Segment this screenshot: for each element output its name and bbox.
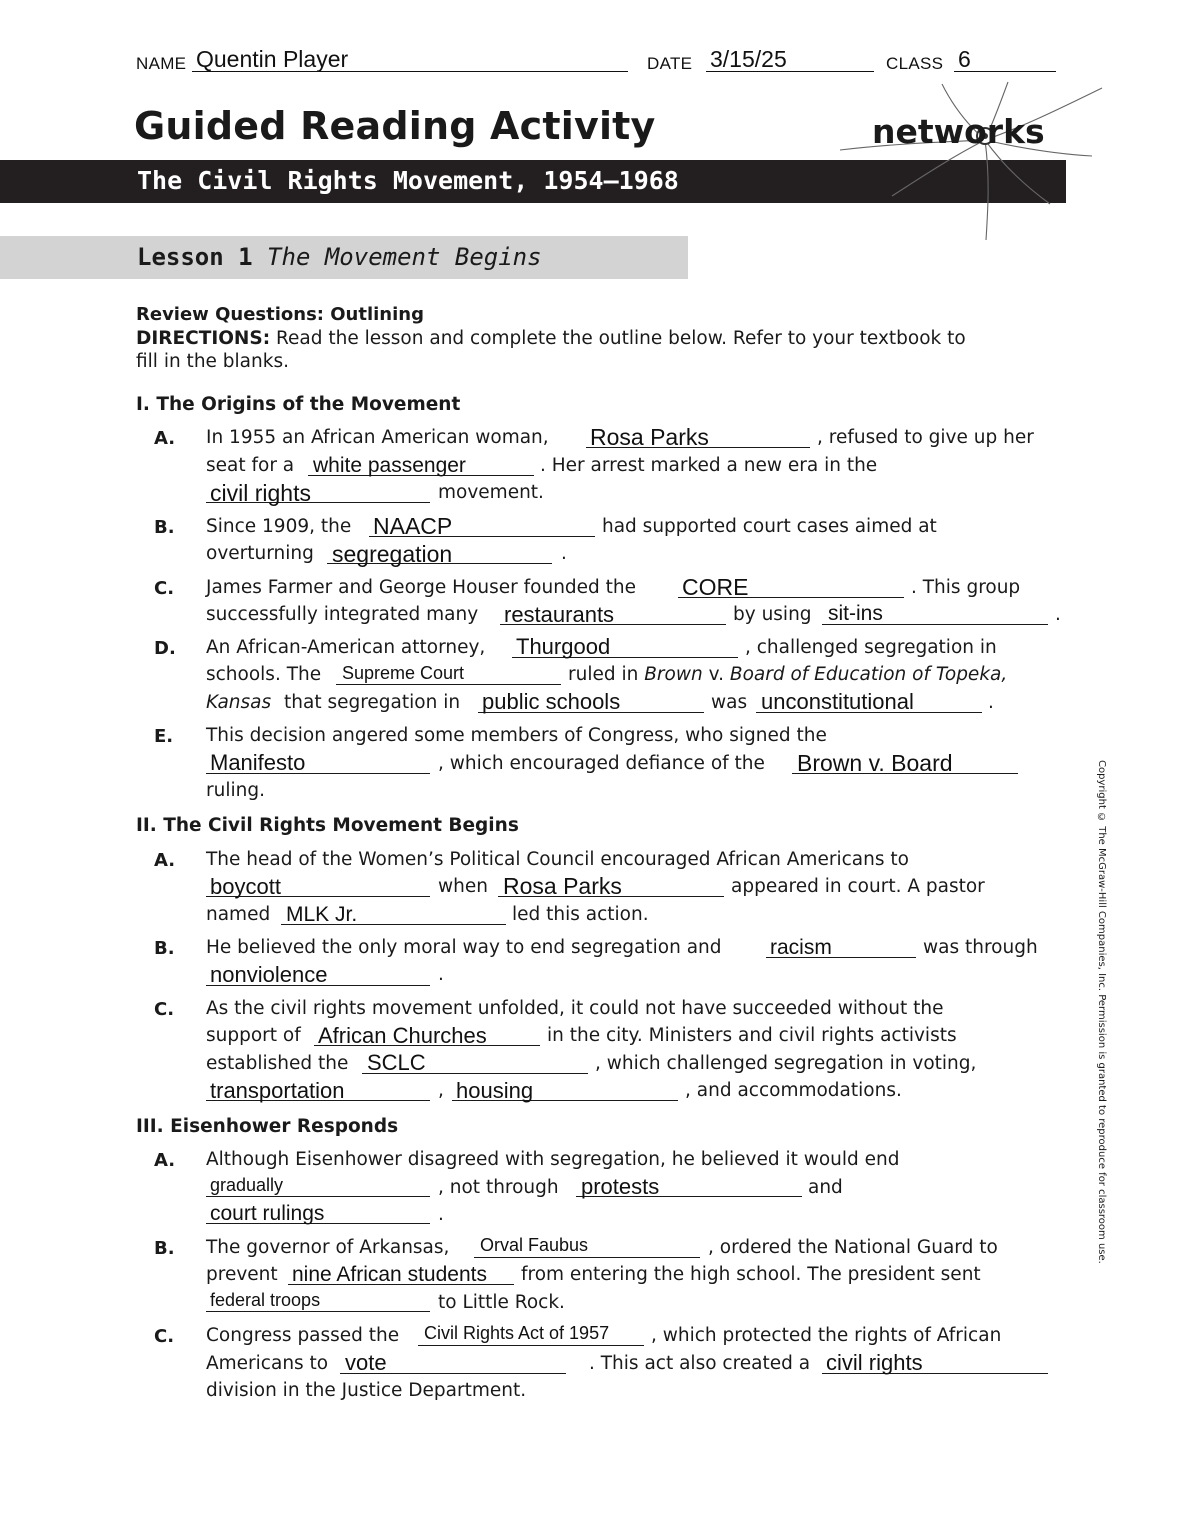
item-text: in the city. Ministers and civil rights activists <box>547 1025 957 1046</box>
answer-restaurants[interactable]: restaurants <box>504 602 615 627</box>
answer-orval-faubus[interactable]: Orval Faubus <box>480 1235 589 1255</box>
answer-sit-ins[interactable]: sit-ins <box>828 602 883 625</box>
item-text: , challenged segregation in <box>745 637 997 658</box>
item-text: . <box>438 1204 444 1225</box>
directions-text-1: Read the lesson and complete the outline below. Refer to your textbook to <box>276 328 966 349</box>
item-text: . This act also created a <box>589 1353 811 1374</box>
answer-boycott[interactable]: boycott <box>210 874 281 899</box>
item-text: . <box>561 543 567 564</box>
item-text: James Farmer and George Houser founded the <box>206 577 637 598</box>
item-text: Congress passed the <box>206 1325 400 1346</box>
answer-supreme-court[interactable]: Supreme Court <box>342 663 465 683</box>
chapter-title: The Civil Rights Movement, 1954–1968 <box>137 166 679 195</box>
answer-rosa-parks-2[interactable]: Rosa Parks <box>503 873 622 899</box>
answer-line <box>206 1311 430 1312</box>
item-text: from entering the high school. The president sent <box>521 1264 981 1285</box>
section-heading-3: III. Eisenhower Responds <box>136 1116 399 1137</box>
item-text: named <box>206 904 271 925</box>
answer-mlk-jr[interactable]: MLK Jr. <box>286 903 358 926</box>
item-text: by using <box>733 604 812 625</box>
item-text: led this action. <box>512 904 649 925</box>
item-text: The governor of Arkansas, <box>206 1237 450 1258</box>
item-text: established the <box>206 1053 349 1074</box>
item-text: when <box>438 876 488 897</box>
answer-protests[interactable]: protests <box>581 1174 660 1199</box>
item-text: , and accommodations. <box>685 1080 902 1101</box>
item-text: ruling. <box>206 780 265 801</box>
item-text: Although Eisenhower disagreed with segregation, he believed it would end <box>206 1149 900 1170</box>
item-text: appeared in court. A pastor <box>731 876 985 897</box>
item-text: He believed the only moral way to end segregation and <box>206 937 722 958</box>
item-text: and <box>808 1177 843 1198</box>
item-letter: E. <box>154 726 174 747</box>
item-text: . <box>438 964 444 985</box>
answer-civil-rights-division[interactable]: civil rights <box>826 1350 923 1375</box>
item-text: seat for a <box>206 455 295 476</box>
answer-line <box>418 1345 644 1346</box>
item-letter: C. <box>154 1326 175 1347</box>
answer-nonviolence[interactable]: nonviolence <box>210 962 328 987</box>
item-text: successfully integrated many <box>206 604 479 625</box>
item-text: , <box>438 1080 444 1101</box>
item-text: , which challenged segregation in voting, <box>595 1053 977 1074</box>
class-field[interactable]: 6 <box>954 46 1056 72</box>
text-v: v. <box>702 664 730 685</box>
item-text: Since 1909, the <box>206 516 352 537</box>
answer-racism[interactable]: racism <box>770 936 832 959</box>
item-text: As the civil rights movement unfolded, it could not have succeeded without the <box>206 998 944 1019</box>
review-heading: Review Questions: Outlining <box>136 304 424 325</box>
answer-gradually[interactable]: gradually <box>210 1175 284 1195</box>
item-text: to Little Rock. <box>438 1292 565 1313</box>
item-letter: B. <box>154 517 175 538</box>
item-text: division in the Justice Department. <box>206 1380 527 1401</box>
item-text: , ordered the National Guard to <box>708 1237 998 1258</box>
answer-core[interactable]: CORE <box>682 574 749 600</box>
page-title: Guided Reading Activity <box>134 104 656 148</box>
item-letter: D. <box>154 638 176 659</box>
answer-line <box>206 1196 430 1197</box>
item-text: , not through <box>438 1177 559 1198</box>
answer-court-rulings[interactable]: court rulings <box>210 1202 325 1225</box>
answer-line <box>336 684 561 685</box>
lesson-name: The Movement Begins <box>267 243 542 271</box>
answer-civil-rights-act[interactable]: Civil Rights Act of 1957 <box>424 1323 610 1343</box>
item-text: support of <box>206 1025 301 1046</box>
answer-sclc[interactable]: SCLC <box>367 1050 426 1075</box>
answer-segregation[interactable]: segregation <box>332 541 453 567</box>
answer-public-schools[interactable]: public schools <box>482 689 621 714</box>
answer-african-churches[interactable]: African Churches <box>318 1023 487 1048</box>
directions-line-2: fill in the blanks. <box>136 351 289 372</box>
answer-naacp[interactable]: NAACP <box>373 513 453 539</box>
item-text: , which encouraged defiance of the <box>438 753 765 774</box>
item-text: In 1955 an African American woman, <box>206 427 549 448</box>
answer-rosa-parks[interactable]: Rosa Parks <box>590 424 709 450</box>
section-heading-1: I. The Origins of the Movement <box>136 394 461 415</box>
answer-federal-troops[interactable]: federal troops <box>210 1290 321 1310</box>
item-text: . Her arrest marked a new era in the <box>540 455 878 476</box>
item-text: was <box>711 692 748 713</box>
networks-logo: networks <box>872 112 1045 151</box>
item-text: that segregation in <box>284 692 461 713</box>
answer-unconstitutional[interactable]: unconstitutional <box>761 689 914 714</box>
text-board-of-education: Board of Education of Topeka, <box>729 664 1008 685</box>
item-text: The head of the Women’s Political Council encouraged African Americans to <box>206 849 909 870</box>
item-text: , refused to give up her <box>817 427 1034 448</box>
item-letter: C. <box>154 999 175 1020</box>
item-text: prevent <box>206 1264 278 1285</box>
item-text: An African-American attorney, <box>206 637 486 658</box>
answer-nine-african-students[interactable]: nine African students <box>292 1263 487 1286</box>
item-letter: A. <box>154 850 176 871</box>
item-letter: B. <box>154 938 175 959</box>
item-text: , which protected the rights of African <box>651 1325 1002 1346</box>
date-field[interactable]: 3/15/25 <box>706 46 874 72</box>
lesson-heading <box>137 243 542 271</box>
answer-white-passenger[interactable]: white passenger <box>313 454 466 477</box>
section-heading-2: II. The Civil Rights Movement Begins <box>136 815 519 836</box>
answer-line <box>474 1257 700 1258</box>
answer-manifesto[interactable]: Manifesto <box>210 750 306 775</box>
directions-label: DIRECTIONS: <box>136 328 271 349</box>
item-text: schools. The <box>206 664 322 685</box>
name-field[interactable]: Quentin Player <box>192 46 628 72</box>
class-label: CLASS <box>886 54 944 73</box>
text-ruled-in: ruled in <box>568 664 645 685</box>
item-text: Americans to <box>206 1353 329 1374</box>
item-letter: A. <box>154 1150 176 1171</box>
item-text: overturning <box>206 543 314 564</box>
item-text <box>568 664 1007 685</box>
item-text: Kansas <box>206 692 272 713</box>
answer-thurgood[interactable]: Thurgood <box>516 634 611 659</box>
item-text: was through <box>923 937 1038 958</box>
item-text: . This group <box>911 577 1021 598</box>
text-brown: Brown <box>644 664 703 685</box>
item-text: . <box>1055 604 1061 625</box>
answer-brown-v-board[interactable]: Brown v. Board <box>797 750 953 776</box>
networks-logo-graphic <box>830 78 1110 248</box>
date-label: DATE <box>647 54 693 73</box>
item-letter: C. <box>154 578 175 599</box>
lesson-number: Lesson 1 <box>137 243 253 271</box>
name-label: NAME <box>136 54 187 73</box>
answer-vote[interactable]: vote <box>345 1350 387 1375</box>
answer-housing[interactable]: housing <box>456 1078 534 1103</box>
answer-civil-rights[interactable]: civil rights <box>210 480 311 506</box>
item-text: movement. <box>438 482 544 503</box>
item-text: . <box>988 692 994 713</box>
item-text: This decision angered some members of Congress, who signed the <box>206 725 827 746</box>
item-letter: A. <box>154 428 176 449</box>
answer-transportation[interactable]: transportation <box>210 1078 345 1103</box>
directions-line-1 <box>136 328 966 349</box>
item-letter: B. <box>154 1238 175 1259</box>
copyright-notice: Copyright © The McGraw-Hill Companies, Inc. Permission is granted to reproduce for classroom use. <box>1096 760 1107 1264</box>
item-text: had supported court cases aimed at <box>602 516 937 537</box>
